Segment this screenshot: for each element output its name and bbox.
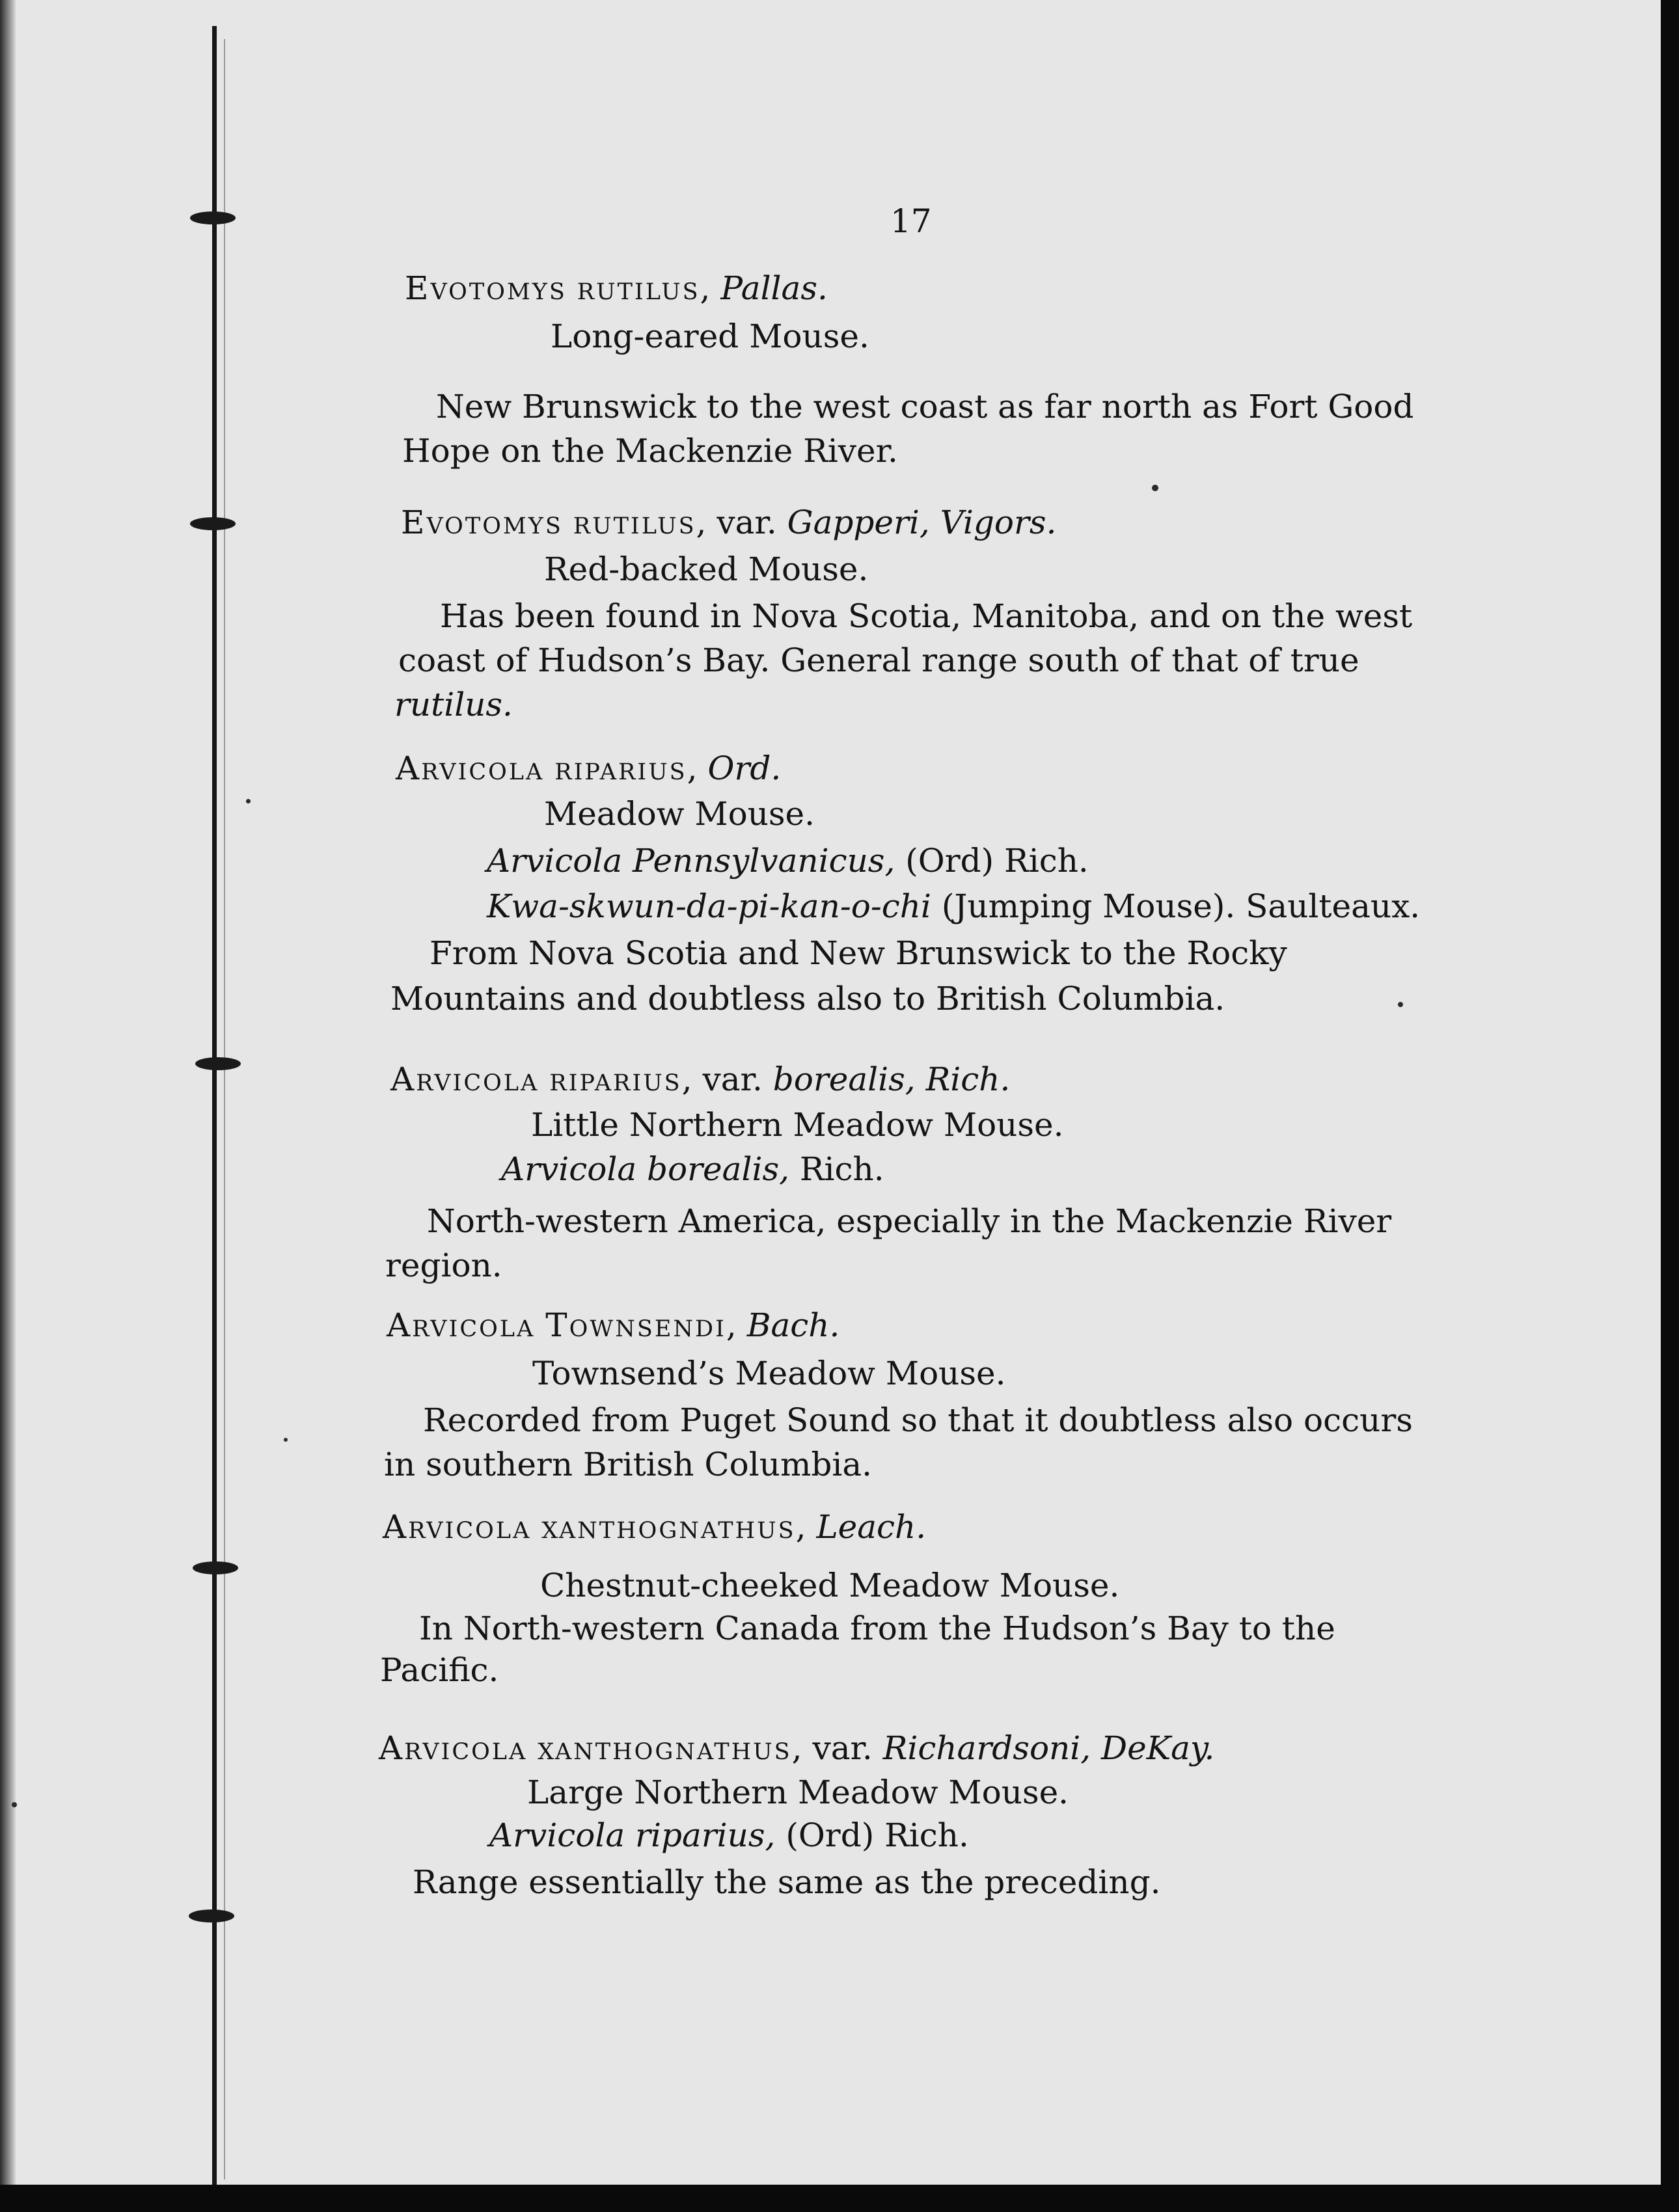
- variety-prefix: var.: [812, 1729, 873, 1767]
- synonym: Arvicola borealis, Rich.: [501, 1150, 884, 1188]
- scan-speck: [1152, 485, 1158, 491]
- range-line: in southern British Columbia.: [384, 1446, 873, 1483]
- binding-spine: [212, 26, 217, 2185]
- species-epithet: riparius: [549, 1060, 682, 1098]
- species-heading: Arvicola xanthognathus, Leach.: [383, 1508, 927, 1546]
- common-name: Townsend’s Meadow Mouse.: [532, 1355, 1006, 1392]
- synonym: Arvicola riparius, (Ord) Rich.: [489, 1816, 969, 1854]
- species-epithet: xanthognathus: [538, 1729, 792, 1767]
- binding-stitch: [190, 211, 236, 224]
- genus: Evotomys: [401, 504, 563, 541]
- binding-stitch: [190, 517, 236, 530]
- species-epithet: riparius: [554, 749, 687, 787]
- range-line: New Brunswick to the west coast as far north as Fort Good: [436, 388, 1414, 425]
- range-line: Range essentially the same as the preceding.: [413, 1863, 1161, 1901]
- species-heading: Arvicola Townsendi, Bach.: [387, 1306, 840, 1344]
- genus: Arvicola: [387, 1306, 536, 1344]
- binding-edge: [224, 39, 225, 2179]
- authority: Ord.: [707, 749, 782, 787]
- native-name: Kwa-skwun-da-pi-kan-o-chi (Jumping Mouse). Saulteaux.: [487, 887, 1421, 925]
- authority: DeKay.: [1101, 1729, 1215, 1767]
- range-line: Pacific.: [380, 1651, 499, 1689]
- genus: Arvicola: [379, 1729, 528, 1767]
- range-line: From Nova Scotia and New Brunswick to the Rocky: [430, 934, 1287, 972]
- scan-speck: [1398, 1002, 1403, 1007]
- authority: Rich.: [925, 1060, 1011, 1098]
- species-epithet: Townsendi: [545, 1306, 726, 1344]
- range-line: North-western America, especially in the Mackenzie River: [427, 1202, 1392, 1240]
- range-line: Mountains and doubtless also to British Columbia.: [390, 980, 1225, 1018]
- range-line: rutilus.: [394, 686, 513, 723]
- scan-speck: [12, 1802, 17, 1807]
- genus: Arvicola: [390, 1060, 539, 1098]
- common-name: Meadow Mouse.: [544, 795, 815, 833]
- binding-shadow: [0, 0, 16, 2185]
- genus: Evotomys: [405, 269, 567, 307]
- variety-prefix: var.: [717, 504, 777, 541]
- species-heading: Arvicola riparius, var. borealis, Rich.: [390, 1060, 1011, 1098]
- variety-name: Gapperi,: [787, 504, 930, 541]
- range-line: region.: [385, 1247, 502, 1284]
- synonym: Arvicola Pennsylvanicus, (Ord) Rich.: [487, 842, 1089, 880]
- species-epithet: xanthognathus: [541, 1508, 796, 1546]
- range-line: Has been found in Nova Scotia, Manitoba, and on the west: [440, 597, 1413, 635]
- common-name: Long-eared Mouse.: [551, 317, 869, 355]
- genus: Arvicola: [383, 1508, 532, 1546]
- range-line: coast of Hudson’s Bay. General range south of that of true: [398, 641, 1359, 679]
- genus: Arvicola: [396, 749, 545, 787]
- common-name: Large Northern Meadow Mouse.: [527, 1774, 1069, 1811]
- authority: Leach.: [816, 1508, 927, 1546]
- common-name: Little Northern Meadow Mouse.: [531, 1106, 1064, 1144]
- scan-speck: [246, 799, 251, 803]
- authority: Bach.: [746, 1306, 840, 1344]
- species-heading: Evotomys rutilus, Pallas.: [405, 269, 828, 307]
- range-line: Hope on the Mackenzie River.: [402, 432, 898, 470]
- common-name: Chestnut-cheeked Meadow Mouse.: [540, 1567, 1120, 1604]
- species-epithet: rutilus: [573, 504, 696, 541]
- page-number: 17: [890, 202, 932, 240]
- species-heading: Arvicola xanthognathus, var. Richardsoni, DeKay.: [379, 1729, 1215, 1767]
- authority: Pallas.: [720, 269, 828, 307]
- species-heading: Evotomys rutilus, var. Gapperi, Vigors.: [401, 504, 1057, 541]
- binding-stitch: [189, 1909, 234, 1922]
- scan-speck: [284, 1438, 288, 1442]
- common-name: Red-backed Mouse.: [544, 550, 869, 588]
- variety-name: Richardsoni,: [882, 1729, 1091, 1767]
- species-epithet: rutilus: [577, 269, 700, 307]
- species-heading: Arvicola riparius, Ord.: [396, 749, 782, 787]
- variety-prefix: var.: [702, 1060, 763, 1098]
- binding-stitch: [193, 1561, 238, 1574]
- variety-name: borealis,: [772, 1060, 916, 1098]
- authority: Vigors.: [940, 504, 1057, 541]
- binding-stitch: [195, 1057, 241, 1070]
- range-line: Recorded from Puget Sound so that it doubtless also occurs: [423, 1401, 1413, 1439]
- range-line: In North-western Canada from the Hudson’s Bay to the: [419, 1610, 1335, 1647]
